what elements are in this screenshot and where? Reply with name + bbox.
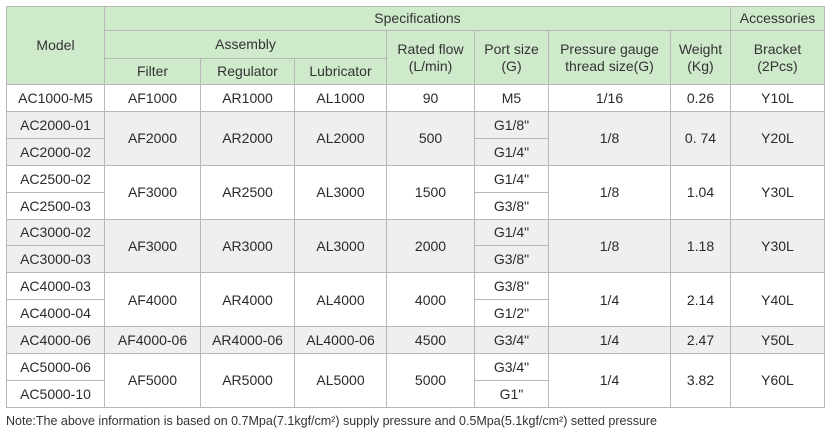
footnote: Note:The above information is based on 0.7Mpa(7.1kgf/cm²) supply pressure and 0.5Mpa(5.1kgf/cm²) setted pressure bbox=[6, 414, 658, 428]
model-cell: AC2000-01 bbox=[7, 111, 105, 138]
port-size-cell: G1/4" bbox=[475, 219, 549, 246]
filter-cell: AF1000 bbox=[105, 85, 201, 112]
regulator-cell: AR4000-06 bbox=[201, 327, 295, 354]
rated-flow-cell: 90 bbox=[387, 85, 475, 112]
regulator-cell: AR5000 bbox=[201, 354, 295, 408]
bracket-cell: Y50L bbox=[731, 327, 825, 354]
bracket-cell: Y10L bbox=[731, 85, 825, 112]
lubricator-cell: AL3000 bbox=[295, 165, 387, 219]
lubricator-cell: AL1000 bbox=[295, 85, 387, 112]
header-assembly: Assembly bbox=[105, 31, 387, 59]
regulator-cell: AR1000 bbox=[201, 85, 295, 112]
rated-flow-cell: 4500 bbox=[387, 327, 475, 354]
model-cell: AC3000-02 bbox=[7, 219, 105, 246]
weight-cell: 3.82 bbox=[671, 354, 731, 408]
table-row bbox=[7, 354, 825, 381]
lubricator-cell: AL5000 bbox=[295, 354, 387, 408]
rated-flow-cell: 5000 bbox=[387, 354, 475, 408]
header-weight: Weight (Kg) bbox=[671, 31, 731, 85]
port-size-cell: G1" bbox=[475, 380, 549, 407]
weight-cell: 2.47 bbox=[671, 327, 731, 354]
model-cell: AC2500-02 bbox=[7, 165, 105, 192]
port-size-cell: G3/8" bbox=[475, 273, 549, 300]
regulator-cell: AR3000 bbox=[201, 219, 295, 273]
model-cell: AC4000-04 bbox=[7, 300, 105, 327]
specifications-table bbox=[6, 6, 825, 408]
filter-cell: AF2000 bbox=[105, 111, 201, 165]
regulator-cell: AR4000 bbox=[201, 273, 295, 327]
rated-flow-cell: 2000 bbox=[387, 219, 475, 273]
weight-cell: 2.14 bbox=[671, 273, 731, 327]
table-row bbox=[7, 85, 825, 112]
port-size-cell: G1/2" bbox=[475, 300, 549, 327]
model-cell: AC4000-03 bbox=[7, 273, 105, 300]
header-regulator: Regulator bbox=[201, 59, 295, 85]
port-size-cell: G1/8" bbox=[475, 111, 549, 138]
port-size-cell: G1/4" bbox=[475, 165, 549, 192]
gauge-thread-cell: 1/8 bbox=[549, 165, 671, 219]
filter-cell: AF4000 bbox=[105, 273, 201, 327]
port-size-cell: G3/8" bbox=[475, 246, 549, 273]
table-body bbox=[7, 85, 825, 408]
gauge-thread-cell: 1/4 bbox=[549, 354, 671, 408]
weight-cell: 0.26 bbox=[671, 85, 731, 112]
regulator-cell: AR2500 bbox=[201, 165, 295, 219]
header-port-size: Port size (G) bbox=[475, 31, 549, 85]
model-cell: AC4000-06 bbox=[7, 327, 105, 354]
filter-cell: AF3000 bbox=[105, 219, 201, 273]
rated-flow-cell: 1500 bbox=[387, 165, 475, 219]
header-pressure-gauge: Pressure gauge thread size(G) bbox=[549, 31, 671, 85]
gauge-thread-cell: 1/8 bbox=[549, 111, 671, 165]
model-cell: AC2000-02 bbox=[7, 138, 105, 165]
port-size-cell: G3/4" bbox=[475, 327, 549, 354]
lubricator-cell: AL3000 bbox=[295, 219, 387, 273]
gauge-thread-cell: 1/8 bbox=[549, 219, 671, 273]
bracket-cell: Y60L bbox=[731, 354, 825, 408]
port-size-cell: G3/4" bbox=[475, 354, 549, 381]
header-accessories: Accessories bbox=[731, 7, 825, 31]
table-row bbox=[7, 273, 825, 300]
table-row bbox=[7, 111, 825, 138]
header-filter: Filter bbox=[105, 59, 201, 85]
bracket-cell: Y30L bbox=[731, 165, 825, 219]
table-row bbox=[7, 327, 825, 354]
model-cell: AC2500-03 bbox=[7, 192, 105, 219]
weight-cell: 1.18 bbox=[671, 219, 731, 273]
weight-cell: 0. 74 bbox=[671, 111, 731, 165]
model-cell: AC1000-M5 bbox=[7, 85, 105, 112]
lubricator-cell: AL4000-06 bbox=[295, 327, 387, 354]
bracket-cell: Y30L bbox=[731, 219, 825, 273]
model-cell: AC5000-10 bbox=[7, 380, 105, 407]
rated-flow-cell: 4000 bbox=[387, 273, 475, 327]
header-rated-flow: Rated flow (L/min) bbox=[387, 31, 475, 85]
weight-cell: 1.04 bbox=[671, 165, 731, 219]
header-lubricator: Lubricator bbox=[295, 59, 387, 85]
lubricator-cell: AL4000 bbox=[295, 273, 387, 327]
table-row bbox=[7, 165, 825, 192]
port-size-cell: M5 bbox=[475, 85, 549, 112]
filter-cell: AF4000-06 bbox=[105, 327, 201, 354]
gauge-thread-cell: 1/16 bbox=[549, 85, 671, 112]
bracket-cell: Y20L bbox=[731, 111, 825, 165]
header-specifications: Specifications bbox=[105, 7, 731, 31]
model-cell: AC3000-03 bbox=[7, 246, 105, 273]
gauge-thread-cell: 1/4 bbox=[549, 273, 671, 327]
lubricator-cell: AL2000 bbox=[295, 111, 387, 165]
table-row bbox=[7, 219, 825, 246]
header-model: Model bbox=[7, 7, 105, 85]
port-size-cell: G1/4" bbox=[475, 138, 549, 165]
gauge-thread-cell: 1/4 bbox=[549, 327, 671, 354]
filter-cell: AF3000 bbox=[105, 165, 201, 219]
model-cell: AC5000-06 bbox=[7, 354, 105, 381]
filter-cell: AF5000 bbox=[105, 354, 201, 408]
header-bracket: Bracket (2Pcs) bbox=[731, 31, 825, 85]
regulator-cell: AR2000 bbox=[201, 111, 295, 165]
bracket-cell: Y40L bbox=[731, 273, 825, 327]
rated-flow-cell: 500 bbox=[387, 111, 475, 165]
port-size-cell: G3/8" bbox=[475, 192, 549, 219]
